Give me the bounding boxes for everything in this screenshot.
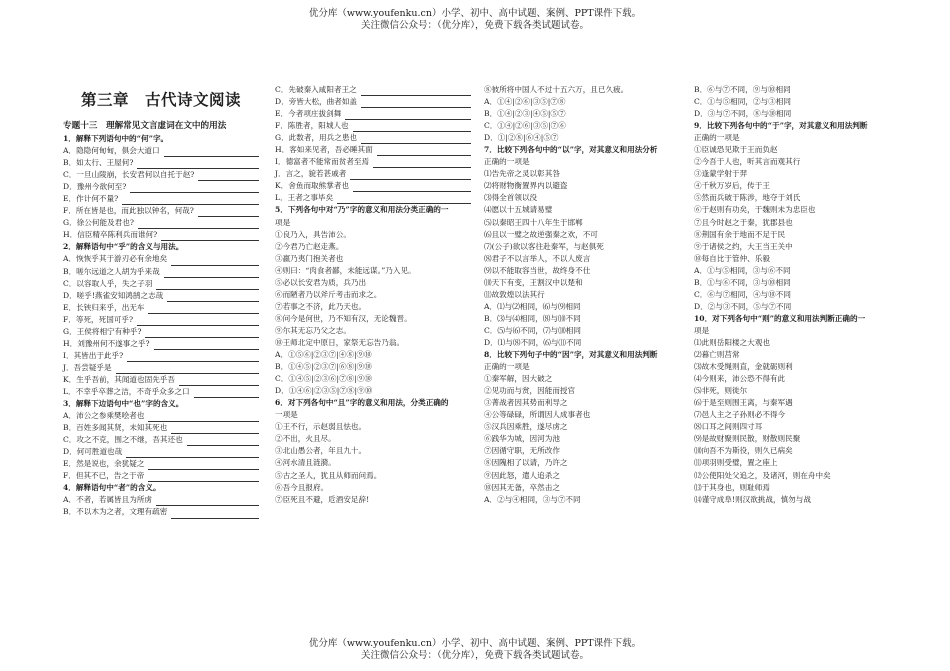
answer-row — [63, 494, 259, 506]
answer-row — [63, 446, 259, 458]
option-text: I．其皆出于此乎? — [63, 350, 124, 360]
topic-title: 专题十三 理解常见文言虚词在文中的用法 — [63, 121, 227, 131]
text-line: 项是 — [275, 217, 291, 227]
option-text: B．不以木为之者，文理有疏密 — [63, 507, 168, 517]
answer-row — [275, 96, 471, 108]
text-line: A．①⑤⑥|②③⑦|④⑧|⑨⑩ — [275, 350, 372, 360]
question-stem: 7．比较下列各句中的“以”字，对其意义和用法分析 — [484, 145, 658, 155]
text-line: A．②与④相同，③与⑦不同 — [484, 494, 581, 504]
text-line: B．①④|②③|④⑤|⑤⑦ — [484, 109, 566, 119]
option-text: B．百姓多闻其贤，未知其死也 — [63, 423, 168, 433]
answer-row — [275, 132, 471, 144]
text-line: B．①④⑤|②③⑦|⑥⑧|⑨⑩ — [275, 362, 372, 372]
answer-blank[interactable] — [345, 111, 471, 120]
question-stem: 9．比较下列各句中的“于”字，对其意义和用法判断 — [694, 121, 868, 131]
option-text: C．一旦山陵崩，长安君何以自托于赵? — [63, 170, 195, 180]
answer-row — [63, 458, 259, 470]
text-line: ⑻君子不以言举人，不以人废言 — [484, 253, 591, 263]
option-text: K．舍鱼而取熊掌者也 — [275, 181, 350, 191]
text-line: ②今吾于人也，听其言而观其行 — [694, 157, 801, 167]
text-line: ⑤然而兵破于陈涉，地夺于刘氏 — [694, 193, 801, 203]
text-line: ①臣诚恐见欺于王而负赵 — [694, 145, 778, 155]
option-text: H．信臣精卒陈利兵而谁何? — [63, 230, 158, 240]
answer-row — [275, 108, 471, 120]
text-line: ⒁谨守成阜!则汉欲挑战，慎勿与战 — [694, 494, 811, 504]
answer-blank[interactable] — [122, 196, 259, 205]
text-line: ⑹于是至则围王离，与秦军遇 — [694, 398, 793, 408]
text-line: ④公等碌碌，所谓因人成事者也 — [484, 410, 591, 420]
answer-row — [63, 422, 259, 434]
option-text: A．隐隐何甸甸，俱会大道口 — [63, 146, 160, 156]
option-text: B．嗟尔远道之人胡为乎来哉 — [63, 266, 160, 276]
text-line: ③北山愚公者，年且九十。 — [275, 446, 367, 456]
option-text: J．言之，貌若甚戚者 — [275, 169, 347, 179]
text-line: ③菁战者因其势而利导之 — [484, 398, 568, 408]
text-line: C．①④⑤|②③⑥|⑦⑧|⑨⑩ — [275, 374, 373, 384]
column-3-lines — [484, 84, 680, 506]
text-line: ⑽向吾不为斯役，则久已病矣 — [694, 446, 793, 456]
option-text: L．王者之事毕矣 — [275, 193, 334, 203]
text-line: ⑥践华为城，因河为池 — [484, 434, 560, 444]
text-line: ⑵暮亡则莒常 — [694, 350, 740, 360]
text-line: D．②与③不同，⑤与⑦不同 — [694, 301, 792, 311]
answer-row — [63, 229, 259, 241]
text-line: 正确的一项是 — [484, 157, 530, 167]
text-line: ④千秋万岁后，传于王 — [694, 181, 770, 191]
answer-blank[interactable] — [164, 148, 259, 157]
option-text: H．客如来见者，吾必睡其面 — [275, 145, 373, 155]
answer-row — [63, 314, 259, 326]
option-text: F．所在皆是也，而此独以钟名，何哉? — [63, 206, 194, 216]
text-line: B．⑶与⑷相同，⑻与⑽不同 — [484, 313, 581, 323]
answer-blank[interactable] — [373, 159, 471, 168]
answer-blank[interactable] — [148, 461, 259, 470]
question-stem: 8．比较下列句子中的“因”字，对其意义和用法判断 — [484, 350, 658, 360]
answer-row — [63, 169, 259, 181]
text-line: ⑸以秦昭王四十八年生于邯郸 — [484, 217, 583, 227]
answer-blank[interactable] — [138, 220, 259, 229]
answer-blank[interactable] — [148, 473, 259, 482]
answer-row — [63, 253, 259, 265]
text-line: 正确的一项是 — [484, 362, 530, 372]
column-1 — [63, 84, 259, 519]
column-4 — [694, 84, 894, 506]
text-line: ⑶故木受绳则直，金就砺则利 — [694, 362, 793, 372]
text-line: ⑧问今是何世，乃不知有汉，无论魏晋。 — [275, 313, 412, 323]
answer-row — [63, 506, 259, 518]
text-line: ⑴告先帝之灵以彰其咎 — [484, 169, 560, 179]
option-text: E．作计何不量? — [63, 194, 119, 204]
answer-blank[interactable] — [154, 341, 259, 350]
text-line: ②今君乃亡赵走燕。 — [275, 241, 344, 251]
text-line: ④则曰：“肉食者鄙，未能远谋。”乃入见。 — [275, 265, 416, 275]
option-text: H．刘豫州何不遂事之乎? — [63, 338, 150, 348]
column-3 — [484, 84, 680, 506]
answer-row — [63, 374, 259, 386]
text-line: ⑦因循守职，无所改作 — [484, 446, 560, 456]
column-1-lines — [63, 133, 259, 519]
answer-row — [63, 302, 259, 314]
answer-blank[interactable] — [377, 147, 471, 156]
answer-row — [275, 168, 471, 180]
option-text: K．生乎吾前，其闻道也固先乎吾 — [63, 374, 175, 384]
option-text: F．但其不已，告之于帝 — [63, 471, 145, 481]
text-line: ⒀于其身也，则耻师焉 — [694, 482, 770, 492]
text-line: ⑷今则来，沛公恐不得有此 — [694, 374, 786, 384]
answer-blank[interactable] — [137, 160, 259, 169]
text-line: ⑾项羽则受璧，置之座上 — [694, 458, 778, 468]
question-stem: 2．解释语句中“乎”的含义与用法。 — [63, 242, 184, 252]
text-line: A．①④|②⑥|③⑤|⑦⑧ — [484, 97, 566, 107]
answer-blank[interactable] — [161, 232, 259, 241]
question-stem: 4．解释语句中“者”的含义。 — [63, 483, 161, 493]
answer-blank[interactable] — [116, 365, 259, 374]
answer-row — [275, 156, 471, 168]
text-line: ⑹且以一璧之故逆强秦之欢，不可 — [484, 229, 598, 239]
text-line: B．①与⑥不同，③与⑩相同 — [694, 277, 791, 287]
answer-row — [63, 386, 259, 398]
text-line: ⑵将财物衡置界内以避盗 — [484, 181, 568, 191]
answer-row — [63, 350, 259, 362]
answer-blank[interactable] — [137, 317, 259, 326]
answer-row — [63, 326, 259, 338]
text-line: ⑽天下有变，王割汉中以楚和 — [484, 277, 583, 287]
answer-row — [275, 192, 471, 204]
text-line: ⑤必以长安君为质，兵乃出 — [275, 277, 367, 287]
text-line: C．⑥与⑦相同，④与⑩不同 — [694, 289, 791, 299]
text-line: 项是 — [694, 325, 710, 335]
column-2 — [275, 84, 471, 506]
text-line: A．①与⑤相同，③与⑥不同 — [694, 265, 791, 275]
header-banner — [0, 8, 950, 32]
answer-row — [63, 338, 259, 350]
text-line: ⑨尔其无忘乃父之志。 — [275, 325, 351, 335]
text-line: D．①|②⑧|⑥④|⑤⑦ — [484, 133, 559, 143]
option-text: D．旁皆大松，曲者如盖 — [275, 97, 358, 107]
text-line: ①秦军解，因大破之 — [484, 374, 553, 384]
answer-row — [63, 410, 259, 422]
text-line: C．⑸与⑹不同，⑺与⑽相同 — [484, 325, 581, 335]
question-stem: 5．下列各句中对“乃”字的意义和用法分类正确的一 — [275, 205, 449, 215]
answer-row — [275, 84, 471, 96]
option-text: L．不幸乎卒葬之洁，不奇乎众多之口 — [63, 386, 190, 396]
text-line: ①良乃入，具告沛公。 — [275, 229, 351, 239]
answer-row — [63, 193, 259, 205]
option-text: F．等死，死国可乎? — [63, 314, 134, 324]
text-line: D．③与⑦不同，⑧与⑩相同 — [694, 109, 792, 119]
answer-blank[interactable] — [198, 172, 259, 181]
option-text: G．徐公何能及君也? — [63, 218, 134, 228]
text-line: ⑾故敦煌以法其行 — [484, 289, 545, 299]
text-line: ⑥而陋者乃以斧斤考击而求之。 — [275, 289, 382, 299]
answer-blank[interactable] — [194, 389, 259, 398]
option-text: C．以容取人乎，失之子羽 — [63, 278, 153, 288]
answer-row — [275, 180, 471, 192]
answer-blank[interactable] — [171, 425, 259, 434]
text-line: ⑷愿以十五城请易璧 — [484, 205, 553, 215]
footer-line-1: 优分库（www.youfenku.cn）小学、初中、高中试题、案例、PPT课件下载。 — [308, 638, 642, 649]
text-line: C．①④|②⑥|③⑤|⑦⑥ — [484, 121, 566, 131]
text-line: ⑨因此怒，遣人追杀之 — [484, 470, 560, 480]
answer-blank[interactable] — [179, 377, 259, 386]
option-text: G．此数者，用兵之患也 — [275, 133, 358, 143]
text-line: ⑩每自比于管仲、乐毅 — [694, 253, 770, 263]
answer-blank[interactable] — [130, 184, 259, 193]
text-line: ⑩因其无备，卒然击之 — [484, 482, 560, 492]
text-line: ⑼是故财聚则民散，财散则民聚 — [694, 434, 801, 444]
text-line: ⑼以不能取容当世，故终身不仕 — [484, 265, 591, 275]
answer-row — [63, 290, 259, 302]
answer-blank[interactable] — [171, 510, 259, 519]
text-line: ⑸非死，则徙尔 — [694, 386, 748, 396]
text-line: ⑿公使阳处父追之，及诸河，则在舟中矣 — [694, 470, 831, 480]
question-stem: 3．解释下边语句中“也”字的含义。 — [63, 399, 184, 409]
text-line: C．①与⑤相同，②与③相同 — [694, 97, 791, 107]
text-line: ⑺(公子)欲以客往赴秦军，与赵俱死 — [484, 241, 604, 251]
option-text: A．恢恢乎其于游刃必有余地矣 — [63, 254, 168, 264]
option-text: I．德富者不能常而贫者至焉 — [275, 157, 370, 167]
option-text: D．何可胜道也哉 — [63, 447, 123, 457]
question-stem: 10．对下列各句中“则”的意义和用法判断正确的一 — [694, 313, 866, 323]
text-line: 一项是 — [275, 410, 298, 420]
text-line: ⑧荆国有余于地而不足于民 — [694, 229, 786, 239]
option-text: D．豫州今欲何至? — [63, 182, 127, 192]
answer-blank[interactable] — [361, 87, 471, 96]
text-line: ⑧彼所将中国人不过十五六万，且已久疲。 — [484, 85, 629, 94]
text-line: ③逢蒙学射于羿 — [694, 169, 748, 179]
option-text: C．先破秦入咸阳者王之 — [275, 85, 357, 94]
text-line: ⑤古之圣人，犹且从师而问焉。 — [275, 470, 382, 480]
option-text: E．长铗归来乎，出无车 — [63, 302, 145, 312]
answer-row — [275, 144, 471, 156]
text-line: ③嬴乃夷门抱关者也 — [275, 253, 344, 263]
option-text: E．今者项庄拔剑舞 — [275, 109, 342, 119]
text-line: ⑦臣死且不避，卮酒安足辞! — [275, 494, 370, 504]
text-line: A．⑴与⑵相同，⑹与⑼相同 — [484, 301, 581, 311]
answer-row — [63, 278, 259, 290]
text-line: ⑦且今时赵之于秦，犹郡县也 — [694, 217, 793, 227]
option-text: B．如太行、王屋何? — [63, 158, 134, 168]
answer-blank[interactable] — [164, 269, 259, 278]
text-line: ④河水清且涟漪。 — [275, 458, 336, 468]
answer-blank[interactable] — [148, 413, 259, 422]
text-line: D．①④⑥|②③⑤|⑦⑧|⑨⑩ — [275, 386, 373, 396]
text-line: ②见功而与赏，因能而授官 — [484, 386, 576, 396]
text-line: ⑴此则岳阳楼之大观也 — [694, 337, 770, 347]
answer-blank[interactable] — [126, 449, 259, 458]
option-text: G．王侯将相宁有种乎? — [63, 326, 142, 336]
answer-blank[interactable] — [145, 329, 259, 338]
footer-banner — [0, 638, 950, 662]
answer-row — [63, 217, 259, 229]
option-text: F．陈胜者，阳城人也 — [275, 121, 349, 131]
answer-blank[interactable] — [337, 195, 471, 204]
option-text: J．吾尝疑乎是 — [63, 362, 112, 372]
header-line-2: 关注微信公众号：（优分库），免费下载各类试题试卷。 — [360, 20, 589, 31]
option-text: A．沛公之参乘樊哙者也 — [63, 411, 145, 421]
text-line: ①王不行，示赵弱且怯也。 — [275, 422, 367, 432]
answer-row — [63, 434, 259, 446]
column-2-lines — [275, 84, 471, 506]
text-line: ⑶得全首领以没 — [484, 193, 538, 203]
answer-row — [275, 120, 471, 132]
option-text: D．嗟乎!燕雀安知鸿鹄之志哉 — [63, 290, 164, 300]
answer-blank[interactable] — [171, 257, 259, 266]
option-text: A．不者，若属皆且为所虏 — [63, 495, 153, 505]
answer-blank[interactable] — [361, 99, 471, 108]
text-line: ⑥于赵则有功矣，于魏则未为忠臣也 — [694, 205, 816, 215]
text-line: ⑧因隗相了以请，乃许之 — [484, 458, 568, 468]
text-line: ②不出，火且尽。 — [275, 434, 336, 444]
answer-blank[interactable] — [156, 281, 259, 290]
answer-blank[interactable] — [167, 293, 259, 302]
option-text: E．然是说也，余犹疑之 — [63, 459, 145, 469]
chapter-title: 第三章 古代诗文阅读 — [80, 91, 241, 109]
answer-row — [63, 157, 259, 169]
answer-row — [63, 145, 259, 157]
option-text: C．攻之不克，围之不继，吾其还也 — [63, 435, 183, 445]
answer-blank[interactable] — [148, 305, 259, 314]
answer-row — [63, 205, 259, 217]
answer-blank[interactable] — [353, 123, 471, 132]
text-line: ⑦若事之不济，此乃天也。 — [275, 301, 367, 311]
answer-blank[interactable] — [198, 208, 259, 217]
answer-row — [63, 470, 259, 482]
answer-row — [63, 266, 259, 278]
question-stem: 6．对下列各句中“且”字的意义和用法，分类正确的 — [275, 398, 449, 408]
text-line: ⑩王师北定中原日，家祭无忘告乃翁。 — [275, 337, 405, 347]
answer-blank[interactable] — [187, 437, 259, 446]
answer-row — [63, 181, 259, 193]
text-line: ⑺邑人主之子孙则必不得今 — [694, 410, 786, 420]
answer-row — [63, 362, 259, 374]
question-stem: 1．解释下列语句中的“何”字。 — [63, 134, 169, 143]
text-line: D．⑴与⑻不同，⑹与⑾不同 — [484, 337, 582, 347]
text-line: ⑤汉兵因乘胜，遂尽虏之 — [484, 422, 568, 432]
text-line: ⑥吾今且报府。 — [275, 482, 329, 492]
answer-blank[interactable] — [361, 135, 471, 144]
answer-blank[interactable] — [156, 497, 259, 506]
column-4-lines — [694, 84, 894, 506]
text-line: 正确的一项是 — [694, 133, 740, 143]
text-line: ⑨于诸侯之约，大王当王关中 — [694, 241, 793, 251]
header-line-1: 优分库（www.youfenku.cn）小学、初中、高中试题、案例、PPT课件下载。 — [308, 8, 642, 19]
text-line: B．⑥与⑦不同，⑨与⑩相同 — [694, 85, 791, 94]
footer-line-2: 关注微信公众号：（优分库），免费下载各类试题试卷。 — [360, 650, 589, 661]
answer-blank[interactable] — [353, 183, 471, 192]
answer-blank[interactable] — [350, 171, 471, 180]
text-line: ⑻口耳之间则四寸耳 — [694, 422, 763, 432]
answer-blank[interactable] — [127, 353, 259, 362]
